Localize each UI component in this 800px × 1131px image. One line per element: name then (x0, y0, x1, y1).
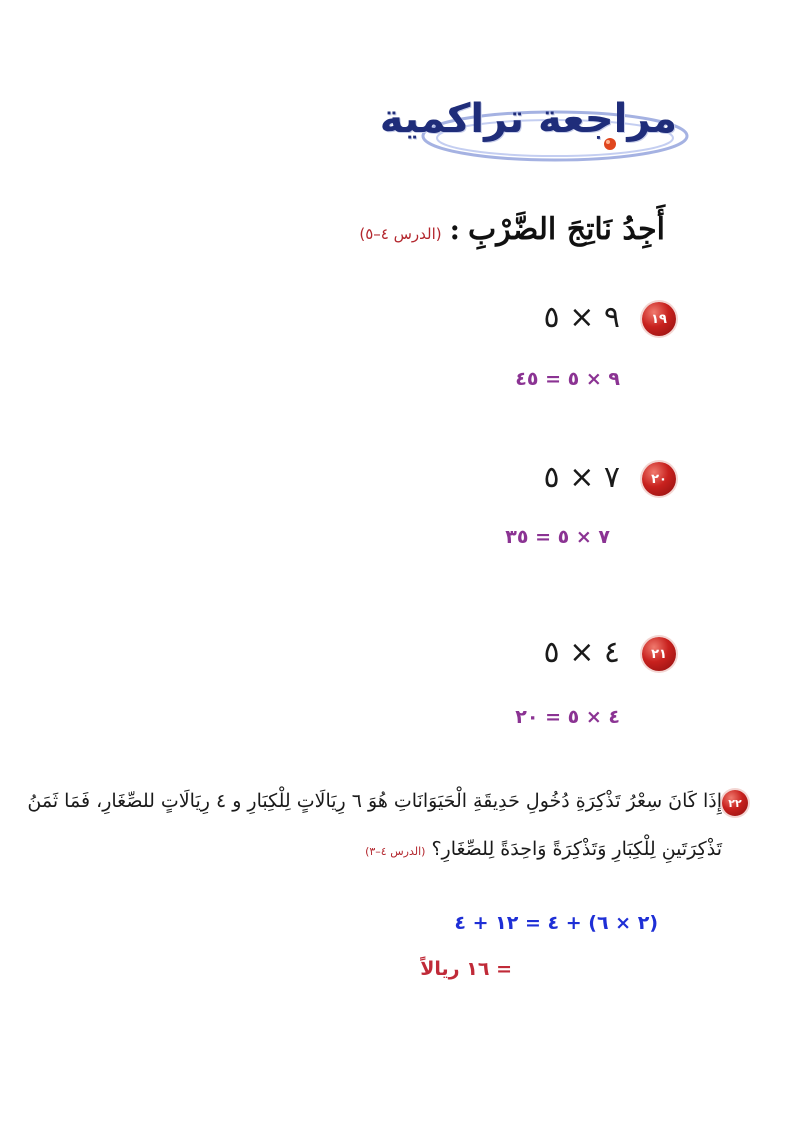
problem-expression: ٧ × ٥ (543, 460, 620, 495)
heading-separator: : (449, 213, 460, 246)
word-problem-line1: إِذَا كَانَ سِعْرُ تَذْكِرَةِ دُخُولِ حَدِيقَةِ الْحَيَوَانَاتِ هُوَ ٦ رِيَالَاتٍ لِلْكِبَارِ و ٤ رِيَالَاتٍ للصِّغَارِ، فَمَا ثَمَنُ (27, 790, 722, 812)
lesson-reference: (الدرس ٤–٣) (365, 845, 426, 858)
problem-answer: ٩ × ٥ = ٤٥ (515, 368, 620, 390)
problem-number-badge: ٢٢ (722, 790, 748, 816)
problem-number-badge: ٢٠ (642, 462, 676, 496)
problem-number-badge: ١٩ (642, 302, 676, 336)
problem-expression: ٩ × ٥ (543, 300, 620, 335)
solution-line1: (٢ × ٦) + ٤ = ١٢ + ٤ (454, 912, 658, 934)
solution-line2: = ١٦ ريالاً (420, 958, 512, 980)
page-title: مراجعة تراكمية (379, 96, 677, 142)
problem-answer: ٤ × ٥ = ٢٠ (515, 706, 620, 728)
problem-expression: ٤ × ٥ (543, 635, 620, 670)
word-problem-text: تَذْكِرَتَينِ لِلْكِبَارِ وَتَذْكِرَةً وَاحِدَةً لِلصِّغَارِ؟ (431, 838, 722, 860)
section-heading (359, 212, 665, 247)
problem-number-badge: ٢١ (642, 637, 676, 671)
lesson-reference: (الدرس ٤–٥) (359, 225, 442, 243)
problem-answer: ٧ × ٥ = ٣٥ (505, 526, 610, 548)
title-banner (379, 92, 695, 170)
heading-text: أَجِدُ نَاتِجَ الضَّرْبِ (467, 212, 665, 247)
word-problem-line2 (365, 838, 722, 860)
